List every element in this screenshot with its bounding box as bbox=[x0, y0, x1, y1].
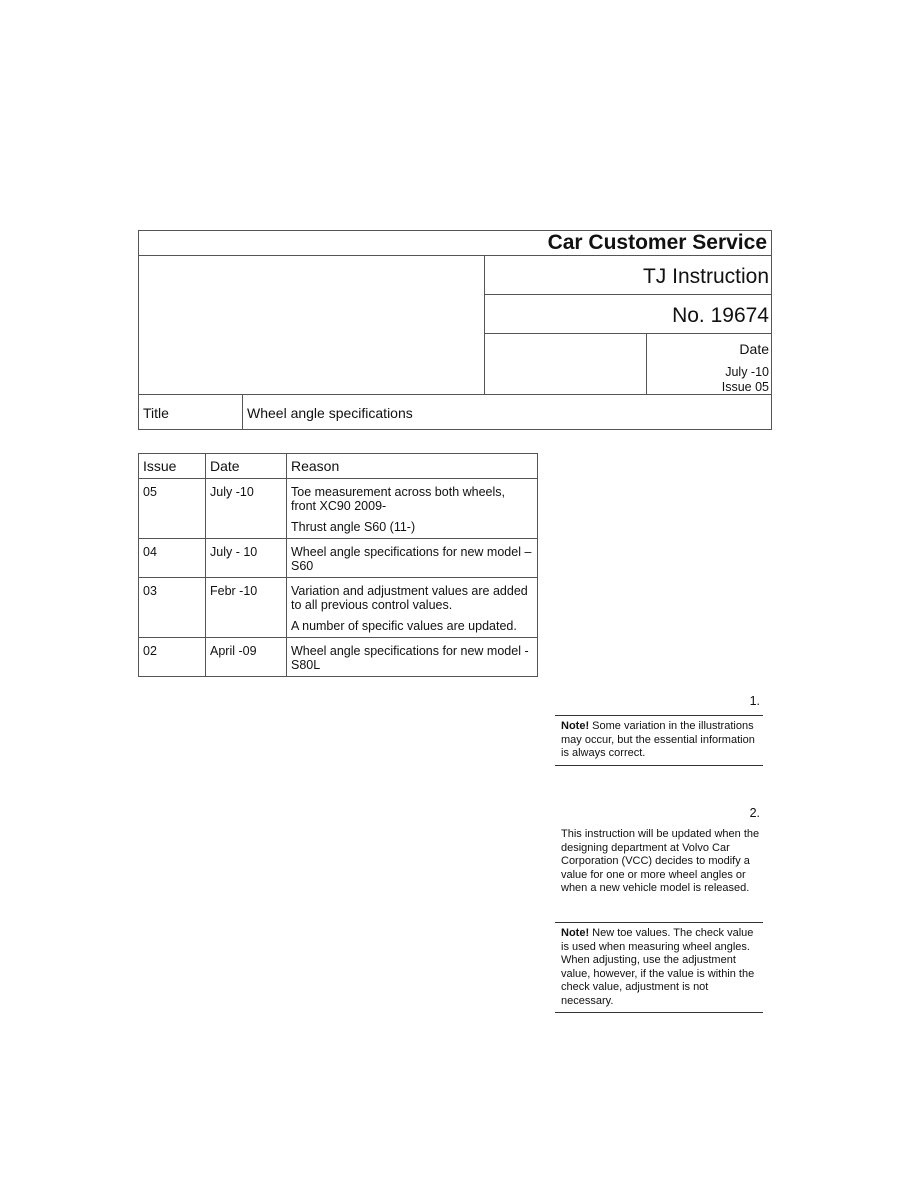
header-blank-cell-2 bbox=[485, 334, 647, 394]
document-title: Wheel angle specifications bbox=[247, 405, 413, 421]
note-number: 1. bbox=[749, 694, 760, 708]
organization-row bbox=[139, 231, 771, 256]
note-box bbox=[555, 922, 763, 1013]
date-label: Date bbox=[739, 341, 769, 357]
table-row bbox=[139, 638, 538, 677]
issue-value: Issue 05 bbox=[721, 380, 769, 394]
date-cell: July - 10 bbox=[206, 539, 287, 578]
document-number-cell bbox=[485, 295, 771, 334]
note-number: 2. bbox=[749, 806, 760, 820]
date-cell: April -09 bbox=[206, 638, 287, 677]
issue-cell: 03 bbox=[139, 578, 206, 638]
issue-cell: 05 bbox=[139, 479, 206, 539]
date-cell bbox=[647, 334, 771, 394]
reason-line: Thrust angle S60 (11-) bbox=[291, 520, 416, 534]
reason-cell bbox=[287, 539, 538, 578]
table-row bbox=[139, 539, 538, 578]
table-row bbox=[139, 479, 538, 539]
title-label: Title bbox=[143, 405, 169, 421]
date-cell: Febr -10 bbox=[206, 578, 287, 638]
note-text: Some variation in the illustrations may occur, but the essential information is always correct. bbox=[561, 720, 755, 759]
table-row bbox=[139, 578, 538, 638]
reason-cell bbox=[287, 638, 538, 677]
note-lead: Note! bbox=[561, 720, 590, 732]
issue-cell: 04 bbox=[139, 539, 206, 578]
reason-line: Wheel angle specifications for new model – S60 bbox=[291, 545, 532, 573]
document-type-cell bbox=[485, 256, 771, 295]
column-header-issue: Issue bbox=[139, 454, 206, 479]
reason-line: Toe measurement across both wheels, front XC90 2009- bbox=[291, 485, 505, 513]
date-cell: July -10 bbox=[206, 479, 287, 539]
reason-cell bbox=[287, 578, 538, 638]
table-header-row bbox=[139, 454, 538, 479]
reason-line: A number of specific values are updated. bbox=[291, 619, 517, 633]
reason-line: Variation and adjustment values are added to all previous control values. bbox=[291, 584, 528, 612]
note-box bbox=[555, 824, 763, 900]
column-header-reason: Reason bbox=[287, 454, 538, 479]
reason-line: Wheel angle specifications for new model - S80L bbox=[291, 644, 529, 672]
column-header-date: Date bbox=[206, 454, 287, 479]
note-lead: Note! bbox=[561, 927, 590, 939]
note-box bbox=[555, 715, 763, 766]
document-type: TJ Instruction bbox=[642, 265, 769, 288]
reason-cell bbox=[287, 479, 538, 539]
issue-history-table bbox=[138, 453, 538, 677]
issue-cell: 02 bbox=[139, 638, 206, 677]
title-label-cell bbox=[139, 395, 243, 429]
header-blank-cell bbox=[139, 256, 485, 394]
title-row bbox=[139, 394, 771, 429]
note-text: New toe values. The check value is used when measuring wheel angles. When adjusting, use the adjustment value, however, if the value is within the check value, adjustment is not necessary. bbox=[561, 927, 755, 1007]
note-text: This instruction will be updated when the designing department at Volvo Car Corporation (VCC) decides to modify a value for one or more wheel angles or when a new vehicle model is released. bbox=[561, 828, 760, 894]
organization-name: Car Customer Service bbox=[547, 231, 767, 254]
date-value: July -10 bbox=[725, 365, 769, 379]
document-number: No. 19674 bbox=[672, 304, 769, 327]
document-header bbox=[138, 230, 772, 430]
